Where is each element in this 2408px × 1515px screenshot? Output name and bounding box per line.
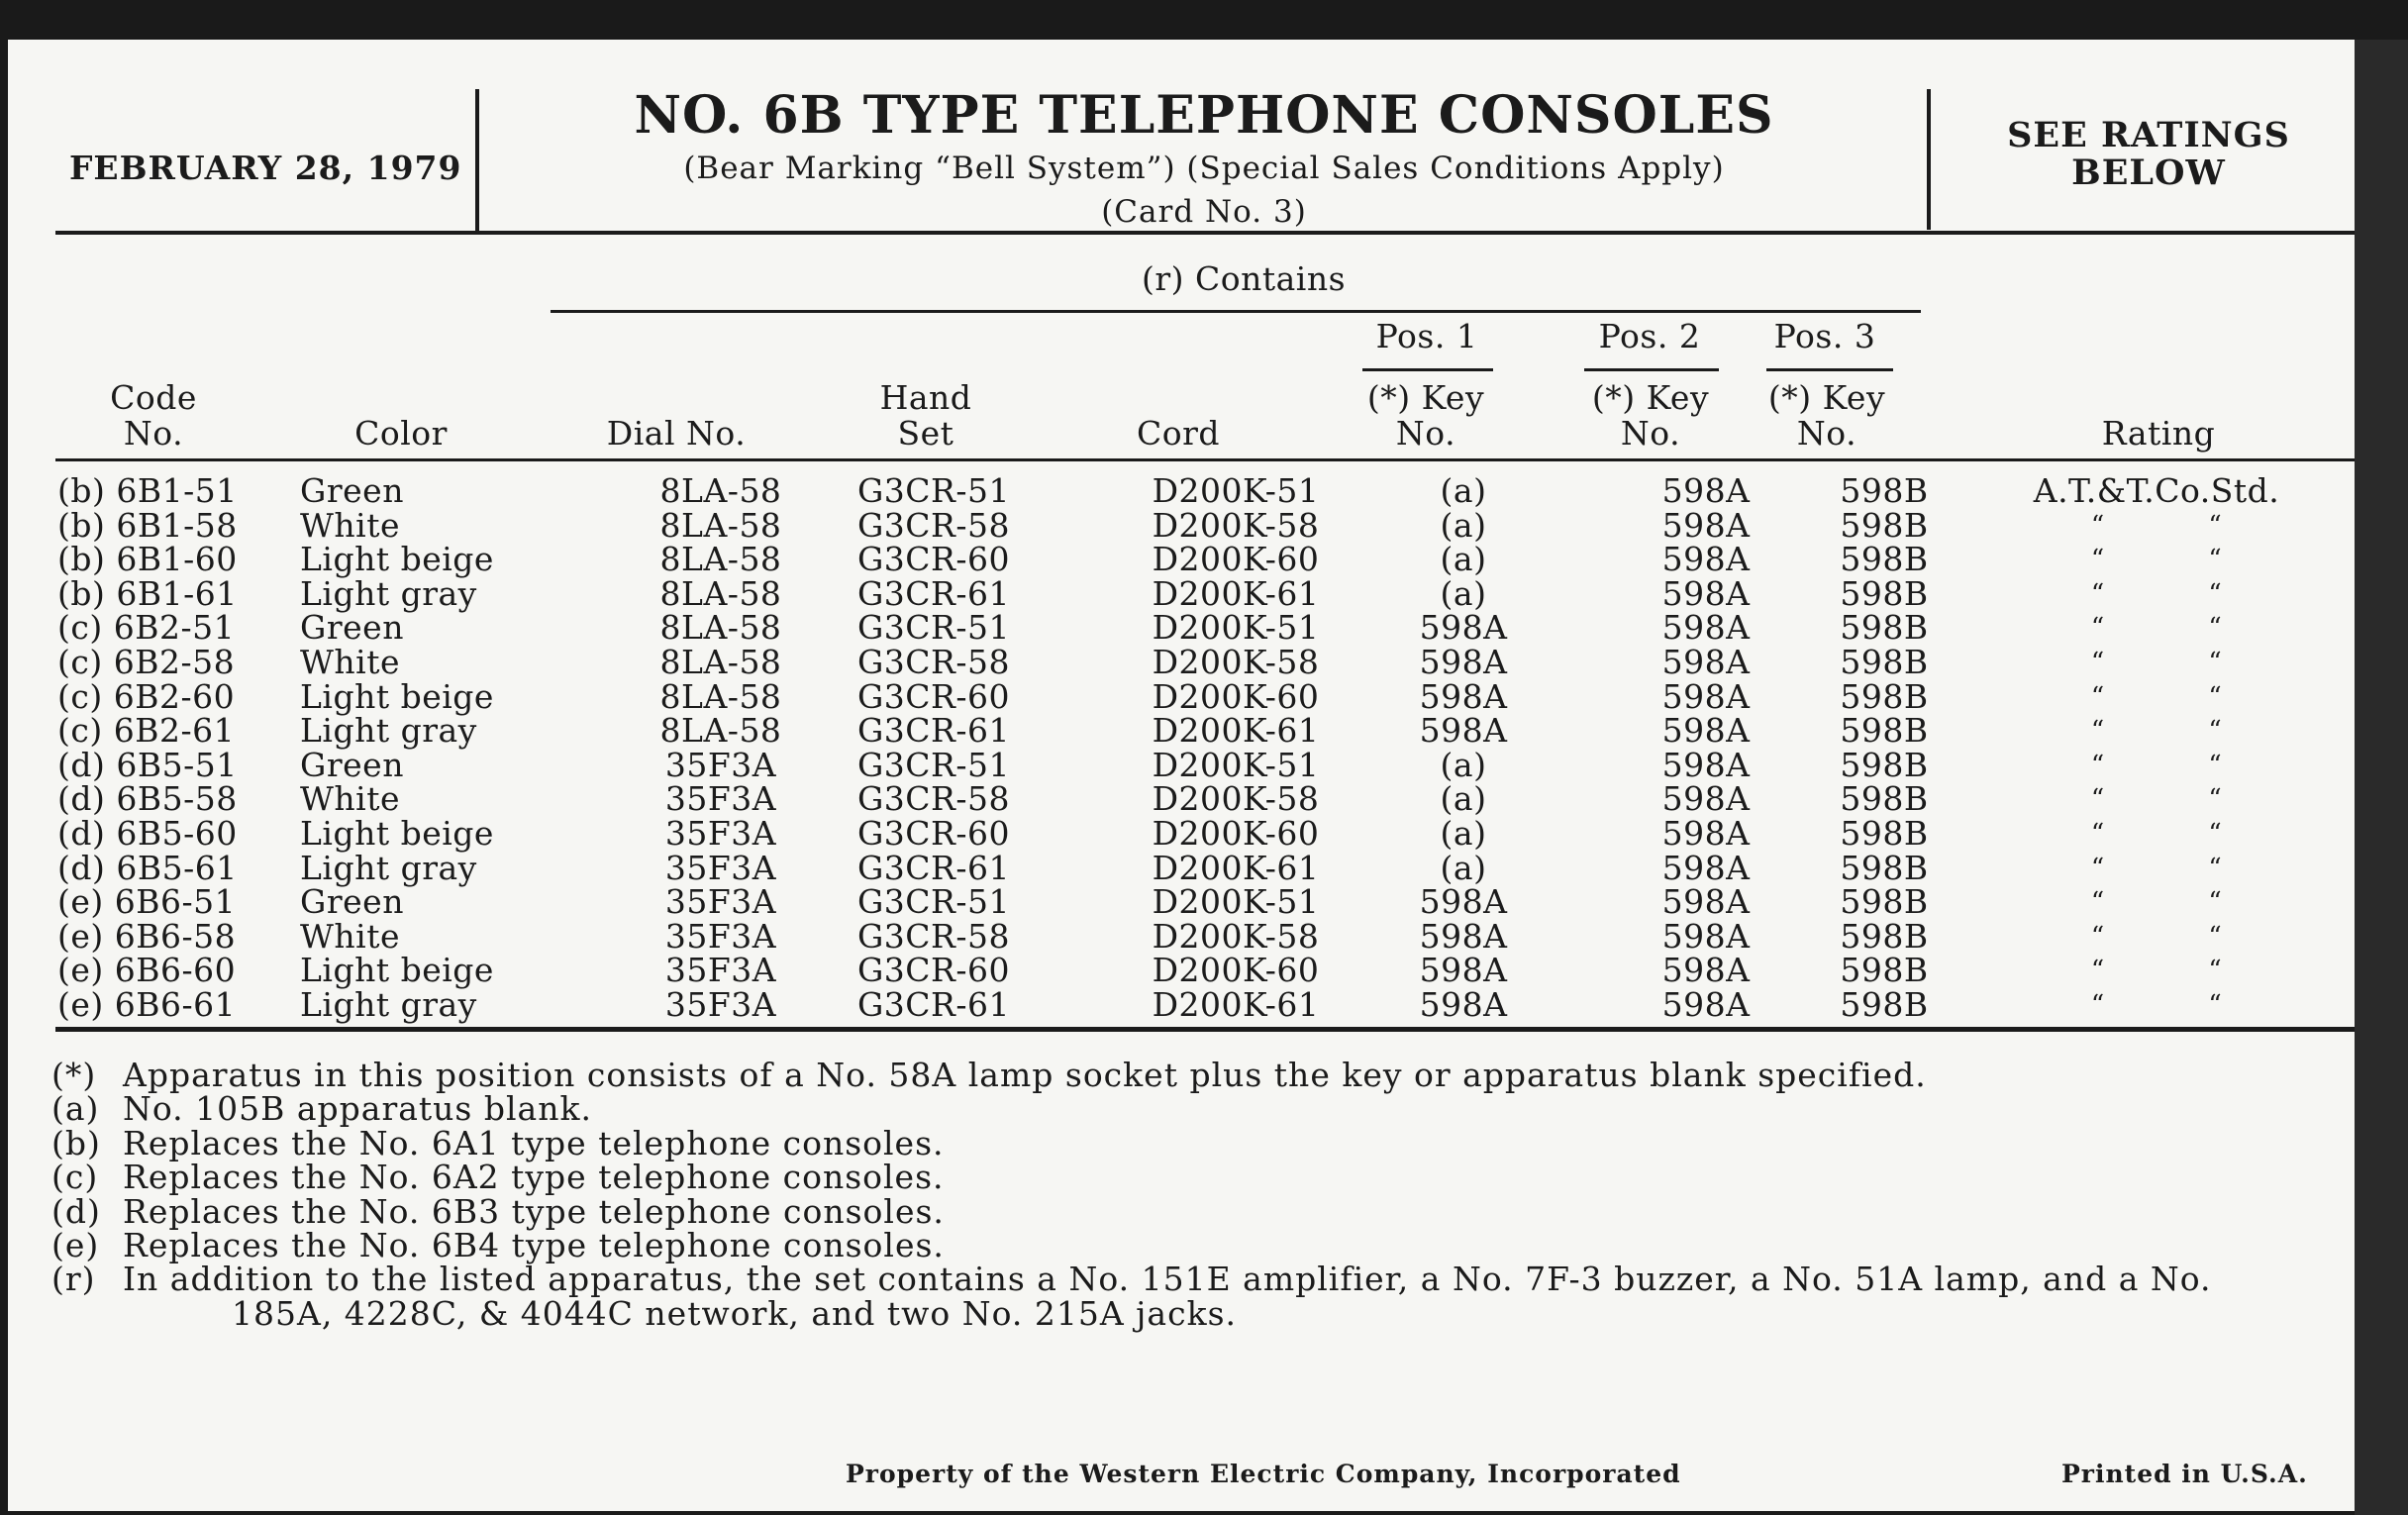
contains-label: (r) Contains [1141, 259, 1347, 298]
dial-cell: 8LA-58 [659, 676, 782, 716]
cord-cell: D200K-61 [1152, 711, 1320, 751]
pos2-key-line1: (*) Key [1591, 378, 1710, 417]
footnote [51, 1123, 2358, 1162]
contains-rule [551, 310, 1921, 313]
handset-cell: G3CR-58 [856, 779, 1011, 819]
code-cell: (d) 6B5-58 [57, 779, 238, 819]
pos2-rule [1584, 368, 1719, 371]
table-row [57, 745, 2355, 784]
dial-cell: 8LA-58 [659, 642, 782, 681]
color-cell: White [300, 505, 401, 545]
pos1-cell: (a) [1440, 505, 1487, 545]
rating-cell: “ “ [2090, 989, 2223, 1020]
handset-cell: G3CR-60 [856, 813, 1011, 853]
footnote [51, 1056, 2358, 1094]
handset-cell: G3CR-51 [856, 608, 1011, 648]
color-cell: Light gray [300, 573, 477, 613]
rating-cell: “ “ [2090, 578, 2223, 609]
dial-cell: 35F3A [664, 848, 777, 887]
pos2-key-line2: No. [1620, 414, 1681, 453]
cord-cell: D200K-51 [1152, 608, 1320, 648]
rating-cell: “ “ [2090, 750, 2223, 780]
rating-cell: “ “ [2090, 887, 2223, 918]
ratings-note-line1: SEE RATINGS [2007, 115, 2290, 155]
footnote [51, 1089, 2358, 1129]
table-row [57, 916, 2355, 956]
table-row [57, 984, 2355, 1024]
pos1-cell: (a) [1440, 573, 1487, 613]
footnote-marker: (c) [51, 1158, 99, 1197]
header-divider-left [475, 89, 479, 234]
pos1-cell: (a) [1440, 813, 1487, 853]
pos2-cell: 598A [1661, 642, 1751, 681]
code-cell: (e) 6B6-61 [57, 984, 237, 1024]
code-cell: (b) 6B1-61 [57, 573, 238, 613]
color-cell: Light gray [300, 848, 477, 887]
dial-header: Dial No. [606, 414, 747, 453]
dial-cell: 8LA-58 [659, 608, 782, 648]
pos2-cell: 598A [1661, 573, 1751, 613]
cord-cell: D200K-58 [1152, 779, 1320, 819]
table-row [57, 608, 2355, 648]
footnote [51, 1226, 2358, 1265]
footnote-text: Replaces the No. 6B4 type telephone consoles. [123, 1226, 945, 1265]
pos1-cell: (a) [1440, 779, 1487, 819]
footnote-text: No. 105B apparatus blank. [123, 1089, 592, 1129]
cord-cell: D200K-51 [1152, 745, 1320, 784]
pos2-cell: 598A [1661, 984, 1751, 1024]
footnotes [51, 1056, 2358, 1333]
footnote-text: Replaces the No. 6B3 type telephone consoles. [123, 1191, 945, 1231]
pos1-cell: (a) [1440, 745, 1487, 784]
handset-cell: G3CR-58 [856, 916, 1011, 956]
table-row [57, 573, 2355, 613]
pos3-header: Pos. 3 [1773, 317, 1876, 355]
pos3-key-header [1743, 380, 1911, 452]
dial-cell: 35F3A [664, 779, 777, 819]
pos1-cell: 598A [1419, 916, 1508, 956]
footnote [51, 1260, 2358, 1299]
color-header: Color [354, 414, 448, 453]
color-cell: White [300, 642, 401, 681]
handset-header-line1: Hand [879, 378, 972, 417]
cord-cell: D200K-60 [1152, 676, 1320, 716]
pos3-cell: 598B [1840, 608, 1929, 648]
pos2-cell: 598A [1661, 813, 1751, 853]
dial-cell: 35F3A [664, 813, 777, 853]
rating-cell: “ “ [2090, 681, 2223, 712]
pos2-cell: 598A [1661, 608, 1751, 648]
ratings-note [1931, 117, 2366, 192]
table-row [57, 711, 2355, 751]
pos1-cell: 598A [1419, 951, 1508, 990]
handset-cell: G3CR-60 [856, 540, 1011, 579]
pos1-rule [1362, 368, 1493, 371]
issue-date: FEBRUARY 28, 1979 [69, 149, 462, 187]
title-block [481, 85, 1927, 234]
handset-cell: G3CR-60 [856, 951, 1011, 990]
table-row [57, 813, 2355, 853]
handset-cell: G3CR-51 [856, 882, 1011, 922]
table-row [57, 951, 2355, 990]
pos3-cell: 598B [1840, 642, 1929, 681]
cord-cell: D200K-61 [1152, 848, 1320, 887]
pos1-key-line1: (*) Key [1366, 378, 1485, 417]
handset-cell: G3CR-61 [856, 711, 1011, 751]
code-cell: (d) 6B5-61 [57, 848, 238, 887]
color-cell: Light beige [300, 951, 494, 990]
rating-cell: “ “ [2090, 647, 2223, 677]
dial-cell: 35F3A [664, 916, 777, 956]
code-cell: (b) 6B1-58 [57, 505, 238, 545]
code-cell: (c) 6B2-61 [57, 711, 236, 751]
card-number: (Card No. 3) [1101, 194, 1307, 230]
footnote-marker: (b) [51, 1123, 101, 1162]
footnote-marker: (e) [51, 1226, 100, 1265]
pos2-cell: 598A [1661, 505, 1751, 545]
cord-cell: D200K-61 [1152, 573, 1320, 613]
footnote-text: Apparatus in this position consists of a No. 58A lamp socket plus the key or apparatus blank specified. [123, 1056, 1927, 1094]
pos2-cell: 598A [1661, 882, 1751, 922]
table-row [57, 471, 2355, 510]
table-body [57, 471, 2355, 1024]
pos1-cell: 598A [1419, 711, 1508, 751]
color-cell: White [300, 779, 401, 819]
color-cell: Light gray [300, 711, 477, 751]
code-cell: (c) 6B2-60 [57, 676, 236, 716]
cord-cell: D200K-61 [1152, 984, 1320, 1024]
footnote-marker: (a) [51, 1089, 100, 1129]
pos1-key-header [1342, 380, 1510, 452]
handset-cell: G3CR-51 [856, 471, 1011, 510]
pos3-key-line1: (*) Key [1767, 378, 1886, 417]
table-row [57, 540, 2355, 579]
scan-edge [2355, 40, 2408, 1515]
table-row [57, 642, 2355, 681]
pos1-cell: 598A [1419, 642, 1508, 681]
dial-cell: 35F3A [664, 745, 777, 784]
dial-cell: 35F3A [664, 984, 777, 1024]
footnote [51, 1158, 2358, 1197]
pos2-cell: 598A [1661, 848, 1751, 887]
pos3-cell: 598B [1840, 779, 1929, 819]
pos2-cell: 598A [1661, 916, 1751, 956]
rating-cell: A.T.&T.Co.Std. [2033, 471, 2280, 510]
handset-cell: G3CR-51 [856, 745, 1011, 784]
table-row [57, 848, 2355, 887]
code-header-line1: Code [110, 378, 197, 417]
pos3-cell: 598B [1840, 711, 1929, 751]
handset-header [842, 380, 1010, 452]
color-cell: Green [300, 745, 404, 784]
pos1-cell: 598A [1419, 882, 1508, 922]
color-cell: Light gray [300, 984, 477, 1024]
color-cell: Green [300, 882, 404, 922]
ratings-note-line2: BELOW [2071, 152, 2226, 193]
footnote-marker: (d) [51, 1191, 101, 1231]
cord-cell: D200K-51 [1152, 882, 1320, 922]
code-cell: (c) 6B2-51 [57, 608, 236, 648]
footnote-continuation-text: 185A, 4228C, & 4044C network, and two No. 215A jacks. [232, 1293, 1237, 1333]
pos1-cell: 598A [1419, 984, 1508, 1024]
rating-cell: “ “ [2090, 784, 2223, 815]
pos1-cell: 598A [1419, 676, 1508, 716]
rating-cell: “ “ [2090, 818, 2223, 849]
color-cell: Light beige [300, 540, 494, 579]
footnote-text: Replaces the No. 6A2 type telephone consoles. [123, 1158, 945, 1197]
pos3-cell: 598B [1840, 573, 1929, 613]
code-cell: (e) 6B6-60 [57, 951, 237, 990]
pos3-cell: 598B [1840, 676, 1929, 716]
cord-header: Cord [1136, 414, 1221, 453]
handset-header-line2: Set [897, 414, 954, 453]
footnote-text: Replaces the No. 6A1 type telephone consoles. [123, 1123, 945, 1162]
dial-cell: 8LA-58 [659, 711, 782, 751]
pos3-cell: 598B [1840, 745, 1929, 784]
table-row [57, 676, 2355, 716]
pos3-cell: 598B [1840, 951, 1929, 990]
table-row [57, 505, 2355, 545]
cord-cell: D200K-58 [1152, 505, 1320, 545]
rating-header: Rating [2101, 414, 2216, 453]
color-cell: Green [300, 471, 404, 510]
code-cell: (d) 6B5-51 [57, 745, 238, 784]
table-bottom-rule [55, 1027, 2355, 1032]
pos2-header: Pos. 2 [1598, 317, 1701, 355]
pos1-cell: (a) [1440, 540, 1487, 579]
printed-notice: Printed in U.S.A. [2061, 1460, 2308, 1488]
pos1-key-line2: No. [1395, 414, 1456, 453]
handset-cell: G3CR-60 [856, 676, 1011, 716]
dial-cell: 8LA-58 [659, 540, 782, 579]
pos2-key-header [1566, 380, 1735, 452]
code-cell: (b) 6B1-51 [57, 471, 238, 510]
handset-cell: G3CR-61 [856, 573, 1011, 613]
handset-cell: G3CR-61 [856, 848, 1011, 887]
code-header [79, 380, 228, 452]
table-row [57, 882, 2355, 922]
pos3-cell: 598B [1840, 540, 1929, 579]
cord-cell: D200K-58 [1152, 916, 1320, 956]
code-cell: (e) 6B6-58 [57, 916, 237, 956]
pos3-rule [1766, 368, 1893, 371]
code-cell: (d) 6B5-60 [57, 813, 238, 853]
pos3-cell: 598B [1840, 848, 1929, 887]
pos3-cell: 598B [1840, 471, 1929, 510]
pos3-cell: 598B [1840, 813, 1929, 853]
footnote-text: In addition to the listed apparatus, the set contains a No. 151E amplifier, a No. 7F-3 buzzer, a No. 51A lamp, and a No. [123, 1260, 2212, 1299]
color-cell: White [300, 916, 401, 956]
document-title: NO. 6B TYPE TELEPHONE CONSOLES [634, 85, 1774, 146]
color-cell: Light beige [300, 813, 494, 853]
pos1-header: Pos. 1 [1375, 317, 1478, 355]
table-row [57, 779, 2355, 819]
pos3-cell: 598B [1840, 505, 1929, 545]
pos3-cell: 598B [1840, 916, 1929, 956]
pos3-cell: 598B [1840, 882, 1929, 922]
color-cell: Green [300, 608, 404, 648]
footnote [51, 1191, 2358, 1231]
pos1-cell: (a) [1440, 471, 1487, 510]
pos3-cell: 598B [1840, 984, 1929, 1024]
handset-cell: G3CR-58 [856, 642, 1011, 681]
document-subtitle: (Bear Marking “Bell System”) (Special Sales Conditions Apply) [683, 151, 1725, 186]
rating-cell: “ “ [2090, 545, 2223, 575]
pos3-key-line2: No. [1796, 414, 1857, 453]
cord-cell: D200K-60 [1152, 951, 1320, 990]
handset-cell: G3CR-61 [856, 984, 1011, 1024]
pos2-cell: 598A [1661, 711, 1751, 751]
dial-cell: 35F3A [664, 951, 777, 990]
footnote-continuation [51, 1293, 2358, 1333]
cord-cell: D200K-58 [1152, 642, 1320, 681]
footnote-marker: (r) [51, 1260, 96, 1299]
rating-cell: “ “ [2090, 921, 2223, 952]
color-cell: Light beige [300, 676, 494, 716]
pos2-cell: 598A [1661, 676, 1751, 716]
pos2-cell: 598A [1661, 951, 1751, 990]
dial-cell: 8LA-58 [659, 573, 782, 613]
rating-cell: “ “ [2090, 716, 2223, 747]
code-header-line2: No. [123, 414, 184, 453]
pos2-cell: 598A [1661, 540, 1751, 579]
pos2-cell: 598A [1661, 779, 1751, 819]
dial-cell: 35F3A [664, 882, 777, 922]
pos2-cell: 598A [1661, 471, 1751, 510]
code-cell: (e) 6B6-51 [57, 882, 237, 922]
rating-cell: “ “ [2090, 613, 2223, 644]
pos1-cell: (a) [1440, 848, 1487, 887]
table-header-rule [55, 458, 2355, 461]
code-cell: (b) 6B1-60 [57, 540, 238, 579]
pos2-cell: 598A [1661, 745, 1751, 784]
cord-cell: D200K-60 [1152, 540, 1320, 579]
dial-cell: 8LA-58 [659, 505, 782, 545]
rating-cell: “ “ [2090, 956, 2223, 986]
dial-cell: 8LA-58 [659, 471, 782, 510]
rating-cell: “ “ [2090, 853, 2223, 883]
handset-cell: G3CR-58 [856, 505, 1011, 545]
header-rule [55, 231, 2355, 235]
property-notice: Property of the Western Electric Company, Incorporated [846, 1460, 1681, 1488]
cord-cell: D200K-60 [1152, 813, 1320, 853]
footnote-marker: (*) [51, 1056, 97, 1094]
rating-cell: “ “ [2090, 510, 2223, 541]
cord-cell: D200K-51 [1152, 471, 1320, 510]
code-cell: (c) 6B2-58 [57, 642, 236, 681]
pos1-cell: 598A [1419, 608, 1508, 648]
